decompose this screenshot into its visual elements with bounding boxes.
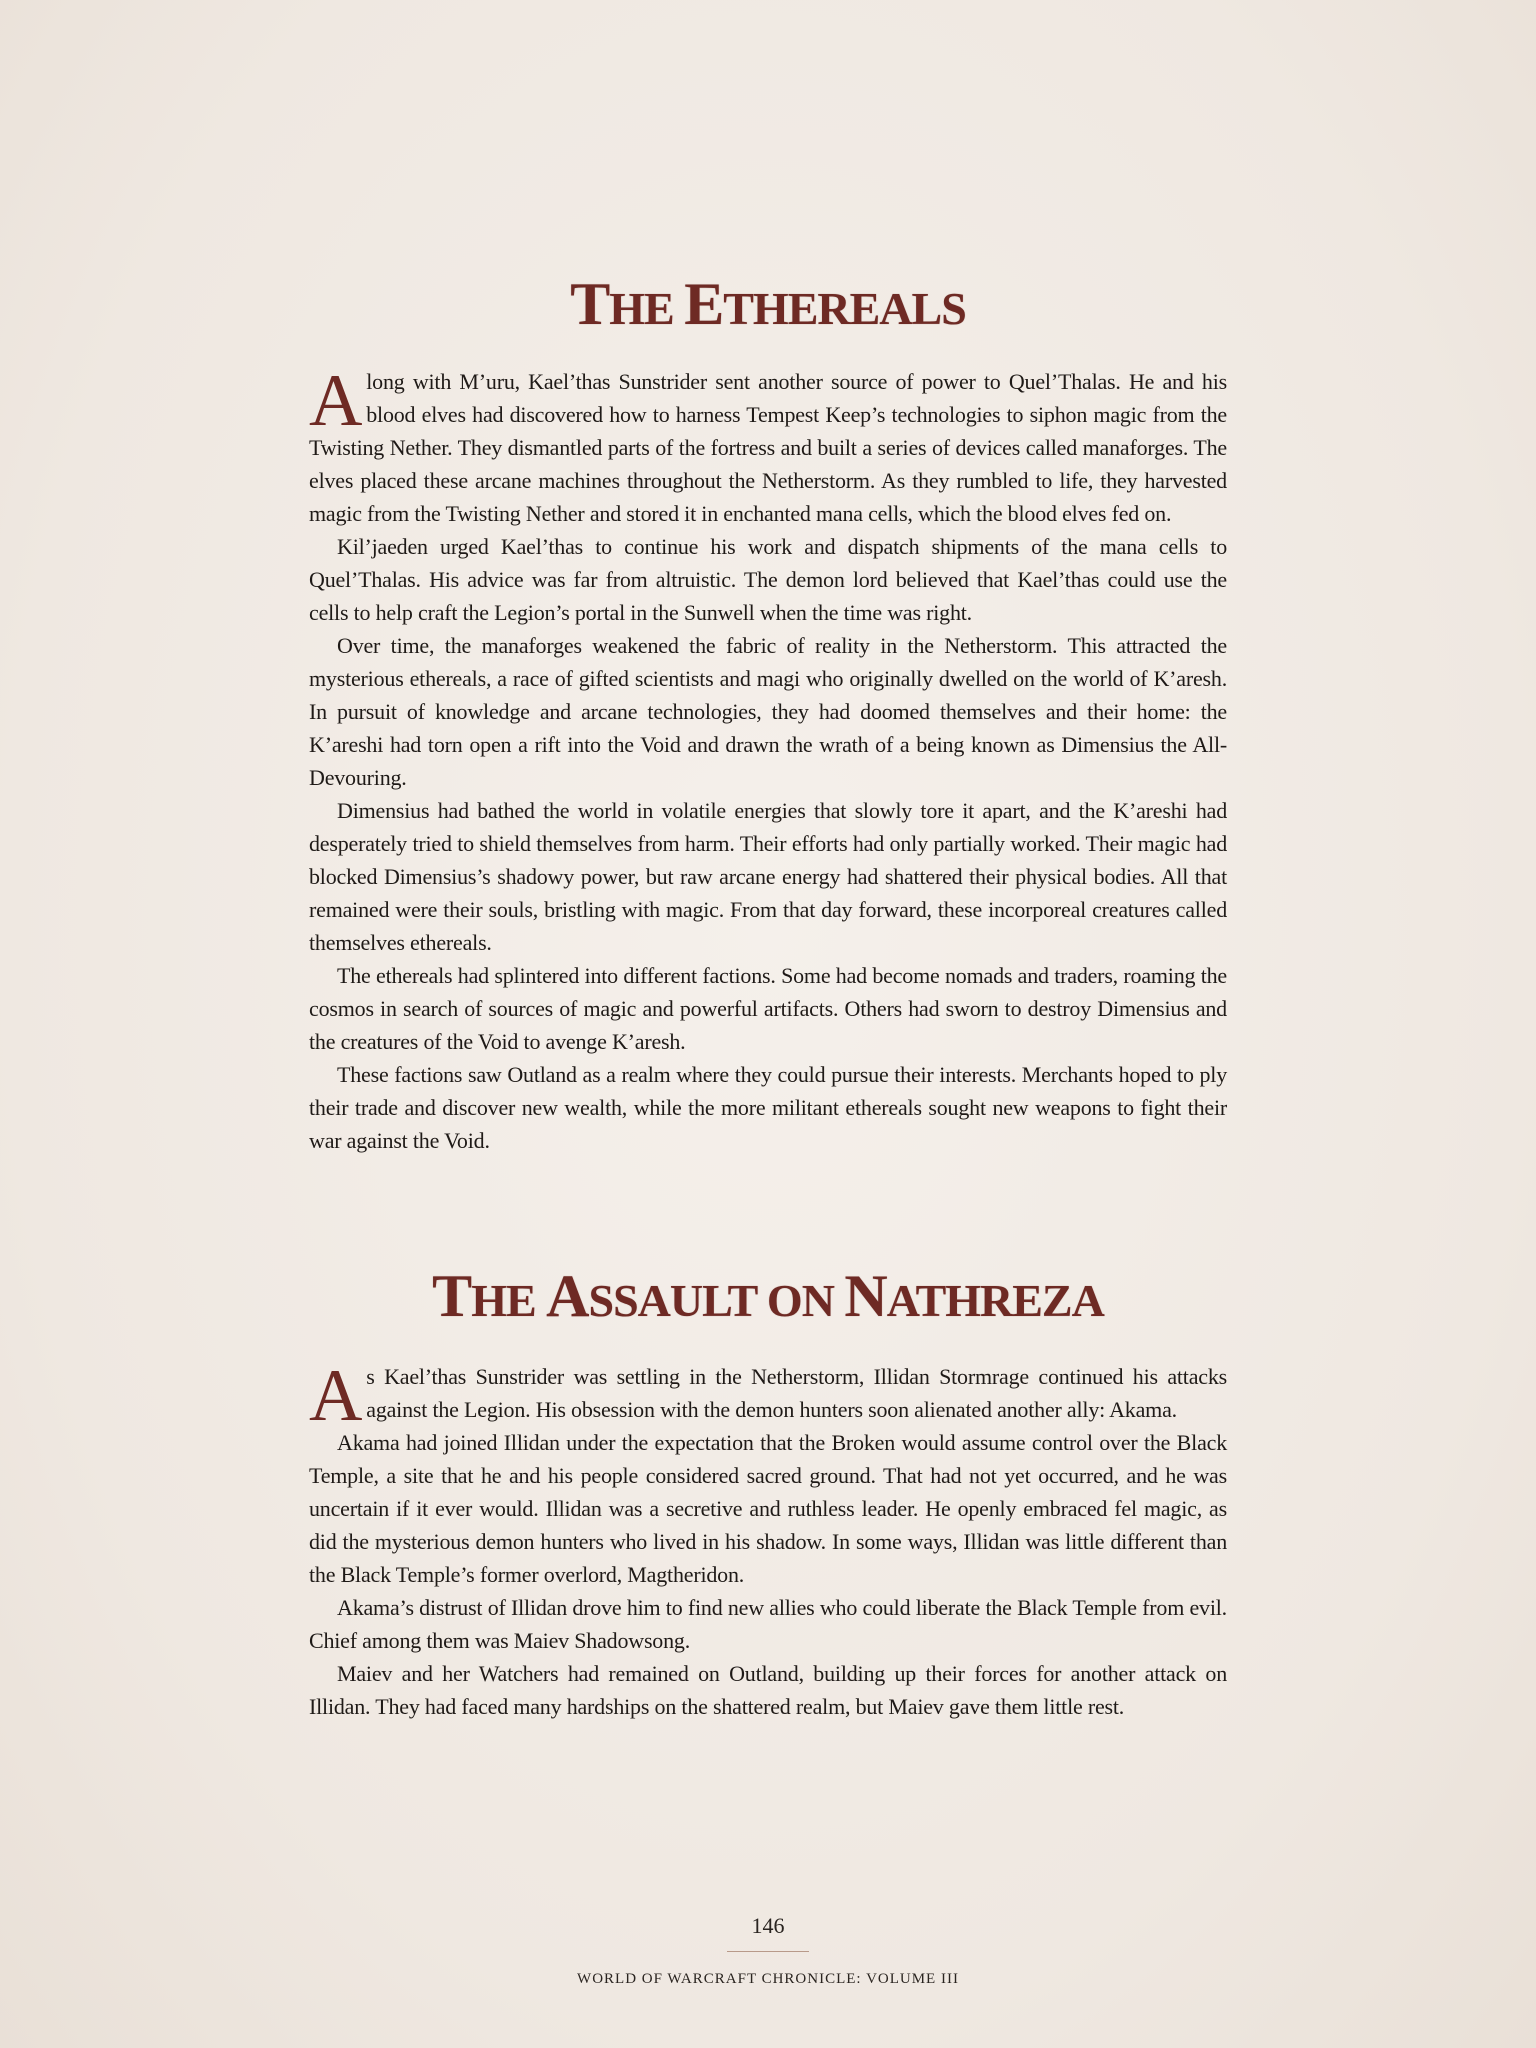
running-footer-title: WORLD OF WARCRAFT CHRONICLE: VOLUME III xyxy=(577,1971,959,1987)
title-initial: A xyxy=(546,1263,589,1329)
title-initial: N xyxy=(844,1263,887,1329)
paragraph: Over time, the manaforges weakened the fabric of reality in the Netherstorm. This attracted the mysterious ethereals, a race of gifted scientists and magi who originally dwelled on the world of K’aresh. In pursuit of knowledge and arcane technologies, they had doomed themselves and their home: the K’areshi had torn open a rift into the Void and drawn the wrath of a being known as Dimensius the All-Devouring. xyxy=(309,633,1227,790)
title-initial: E xyxy=(684,271,724,337)
paragraph: Dimensius had bathed the world in volatile energies that slowly tore it apart, and the K’areshi had desperately tried to shield themselves from harm. Their efforts had only partially worked. Their magic had blocked Dimensius’s shadowy power, but raw arcane energy had shattered their physical bodies. All that remained were their souls, bristling with magic. From that day forward, these incorporeal creatures called themselves ethereals. xyxy=(309,798,1227,955)
title-segment: HE xyxy=(471,1275,547,1326)
title-initial: T xyxy=(432,1263,472,1329)
drop-cap: A xyxy=(309,360,363,442)
section-title-ethereals xyxy=(309,270,1227,339)
paragraph-text: long with M’uru, Kael’thas Sunstrider sent another source of power to Quel’Thalas. He and his blood elves had discovered how to harness Tempest Keep’s technologies to siphon magic from the Twisting Nether. They dismantled parts of the fortress and built a series of devices called manaforges. The elves placed these arcane machines throughout the Netherstorm. As they rumbled to life, they harvested magic from the Twisting Nether and stored it in enchanted mana cells, which the blood elves fed on. xyxy=(309,369,1227,526)
title-initial: T xyxy=(570,271,610,337)
title-segment: ATHREZA xyxy=(886,1275,1104,1326)
section-body-assault xyxy=(309,1355,1227,1723)
title-segment: THEREALS xyxy=(723,283,966,334)
title-segment: SSAULT ON xyxy=(588,1275,845,1326)
paragraph: The ethereals had splintered into different factions. Some had become nomads and traders, roaming the cosmos in search of sources of magic and powerful artifacts. Others had sworn to destroy Dimensius and the creatures of the Void to avenge K’aresh. xyxy=(309,963,1227,1054)
paragraph: These factions saw Outland as a realm where they could pursue their interests. Merchants hoped to ply their trade and discover new wealth, while the more militant ethereals sought new weapons to fight their war against the Void. xyxy=(309,1062,1227,1153)
title-segment: HE xyxy=(609,283,685,334)
footer-divider xyxy=(727,1951,809,1952)
paragraph xyxy=(309,1355,1227,1437)
paragraph: Kil’jaeden urged Kael’thas to continue his work and dispatch shipments of the mana cells to Quel’Thalas. His advice was far from altruistic. The demon lord believed that Kael’thas could use the cells to help craft the Legion’s portal in the Sunwell when the time was right. xyxy=(309,534,1227,625)
drop-cap: A xyxy=(309,1355,363,1437)
paragraph: Akama had joined Illidan under the expectation that the Broken would assume control over the Black Temple, a site that he and his people considered sacred ground. That had not yet occurred, and he was uncertain if it ever would. Illidan was a secretive and ruthless leader. He openly embraced fel magic, as did the mysterious demon hunters who lived in his shadow. In some ways, Illidan was little different than the Black Temple’s former overlord, Magtheridon. xyxy=(309,1430,1227,1587)
page-number: 146 xyxy=(751,1913,785,1938)
section-title-assault-on-nathreza xyxy=(309,1262,1227,1331)
paragraph-text: s Kael’thas Sunstrider was settling in the Netherstorm, Illidan Stormrage continued his attacks against the Legion. His obsession with the demon hunters soon alienated another ally: Akama. xyxy=(366,1364,1227,1422)
paragraph: Maiev and her Watchers had remained on Outland, building up their forces for another attack on Illidan. They had faced many hardships on the shattered realm, but Maiev gave them little rest. xyxy=(309,1661,1227,1719)
paragraph xyxy=(309,360,1227,530)
section-body-ethereals xyxy=(309,360,1227,1157)
paragraph: Akama’s distrust of Illidan drove him to find new allies who could liberate the Black Temple from evil. Chief among them was Maiev Shadowsong. xyxy=(309,1595,1227,1653)
